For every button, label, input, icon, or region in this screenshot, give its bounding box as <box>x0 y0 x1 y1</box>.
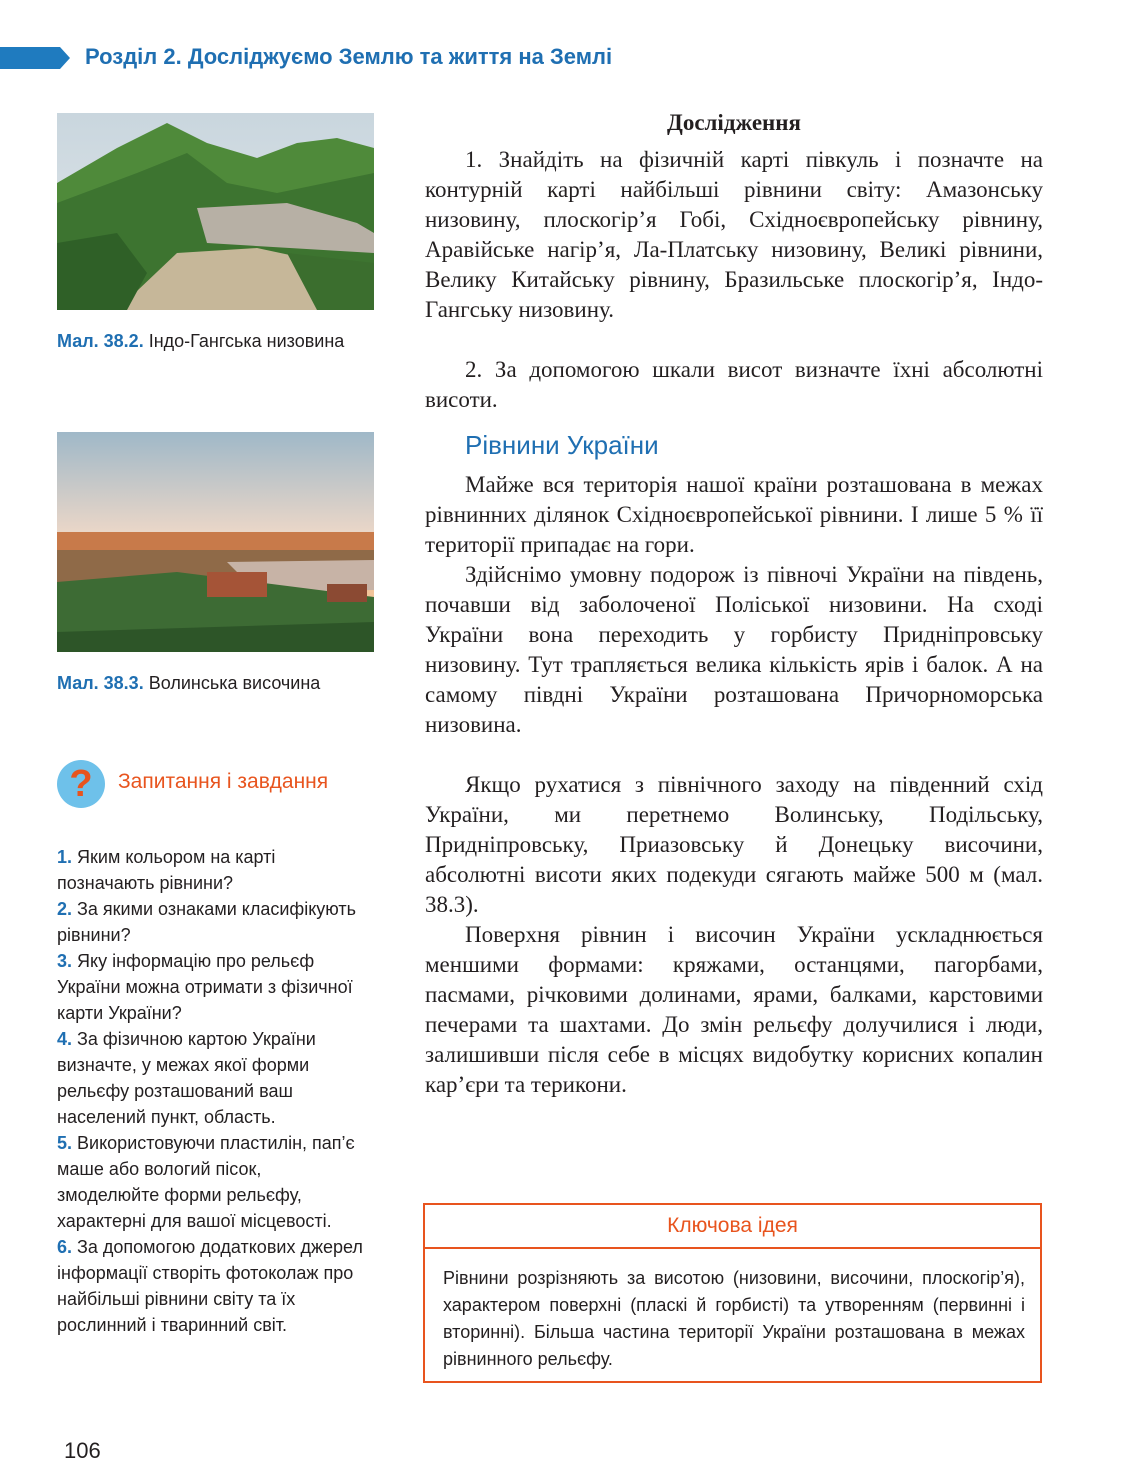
question-text: За допомогою додаткових джерел інформації створіть фотоколаж про найбільші рівнини світу та їх рослинний і тваринний світ. <box>57 1237 363 1335</box>
question-number: 2. <box>57 899 73 919</box>
question-number: 1. <box>57 847 73 867</box>
figure-number: Мал. 38.3. <box>57 673 144 693</box>
question-text: За якими ознаками класифікують рівнини? <box>57 899 357 945</box>
question-text: Яким кольором на карті позначають рівнини? <box>57 847 276 893</box>
header-arrow <box>60 47 70 69</box>
question-item <box>57 844 367 896</box>
questions-list <box>57 844 367 1338</box>
figure-caption-1 <box>57 328 357 354</box>
plains-paragraph-3: Якщо рухатися з північного заходу на південний схід України, ми перетнемо Волинську, Подільську, Придніпровську, Приазовську й Донецьку височини, абсолютні висоти яких подекуди сягають майже 500 м (мал. 38.3). <box>425 772 1043 917</box>
figure-number: Мал. 38.2. <box>57 331 144 351</box>
question-item <box>57 1130 367 1234</box>
question-number: 3. <box>57 951 73 971</box>
photo-volyn-upland <box>57 432 374 652</box>
question-item <box>57 896 367 948</box>
header-bar <box>0 47 60 69</box>
plains-paragraph-2: Здійснімо умовну подорож із півночі України на південь, почавши від заболоченої Поліської низовини. На сході України вона переходить у горбисту Придніпровську низовину. Тут трапляється велика кількість ярів і балок. А на самому півдні України розташована Причорноморська низовина. <box>425 562 1043 737</box>
question-number: 5. <box>57 1133 73 1153</box>
question-item <box>57 948 367 1026</box>
page-number: 106 <box>64 1438 101 1463</box>
plains-paragraph-1: Майже вся територія нашої країни розташована в межах рівнинних ділянок Східноєвропейської рівнини. І лише 5 % її території припадає на гори. <box>425 472 1043 557</box>
key-idea-box <box>423 1203 1042 1383</box>
plains-heading: Рівнини України <box>465 430 659 460</box>
figure-caption-text: Волинська височина <box>148 673 321 693</box>
questions-title: Запитання і завдання <box>118 770 329 793</box>
question-text: За фізичною картою України визначте, у межах якої форми рельєфу розташований ваш населений пункт, область. <box>57 1029 316 1127</box>
key-idea-title: Ключова ідея <box>425 1205 1040 1249</box>
question-number: 4. <box>57 1029 73 1049</box>
key-idea-text: Рівнини розрізняють за висотою (низовини, височини, плоскогір’я), характером поверхні (пласкі й горбисті) та утворенням (первинні і вторинні). Більша частина території України розташована в межах рівнинного рельєфу. <box>443 1268 1025 1369</box>
question-text: Використовуючи пластилін, пап’є маше або вологий пісок, змоделюйте форми рельєфу, характерні для вашої місцевості. <box>57 1133 355 1231</box>
research-title: Дослідження <box>667 110 801 135</box>
question-item <box>57 1026 367 1130</box>
research-task-2: 2. За допомогою шкали висот визначте їхні абсолютні висоти. <box>425 357 1043 412</box>
figure-caption-2 <box>57 670 377 696</box>
plains-paragraph-4: Поверхня рівнин і височин України ускладнюється меншими формами: кряжами, останцями, пагорбами, пасмами, річковими долинами, ярами, балками, карстовими печерами та шахтами. До змін рельєфу долучилися і люди, залишивши після себе в місцях видобутку корисних копалин кар’єри та терикони. <box>425 922 1043 1097</box>
figure-caption-text: Індо-Гангська низовина <box>148 331 345 351</box>
photo-indo-gangetic-plain <box>57 113 374 310</box>
question-mark-icon: ? <box>57 760 105 808</box>
question-text: Яку інформацію про рельєф України можна отримати з фізичної карти України? <box>57 951 353 1023</box>
question-number: 6. <box>57 1237 73 1257</box>
question-item <box>57 1234 367 1338</box>
research-task-1: 1. Знайдіть на фізичній карті півкуль і позначте на контурній карті найбільші рівнини світу: Амазонську низовину, плоскогір’я Гобі, Східноєвропейську рівнину, Аравійське нагір’я, Ла-Платську низовину, Великі рівнини, Велику Китайську рівнину, Бразильське плоскогір’я, Індо-Гангську низовину. <box>425 147 1043 322</box>
section-title: Розділ 2. Досліджуємо Землю та життя на Землі <box>85 44 613 69</box>
